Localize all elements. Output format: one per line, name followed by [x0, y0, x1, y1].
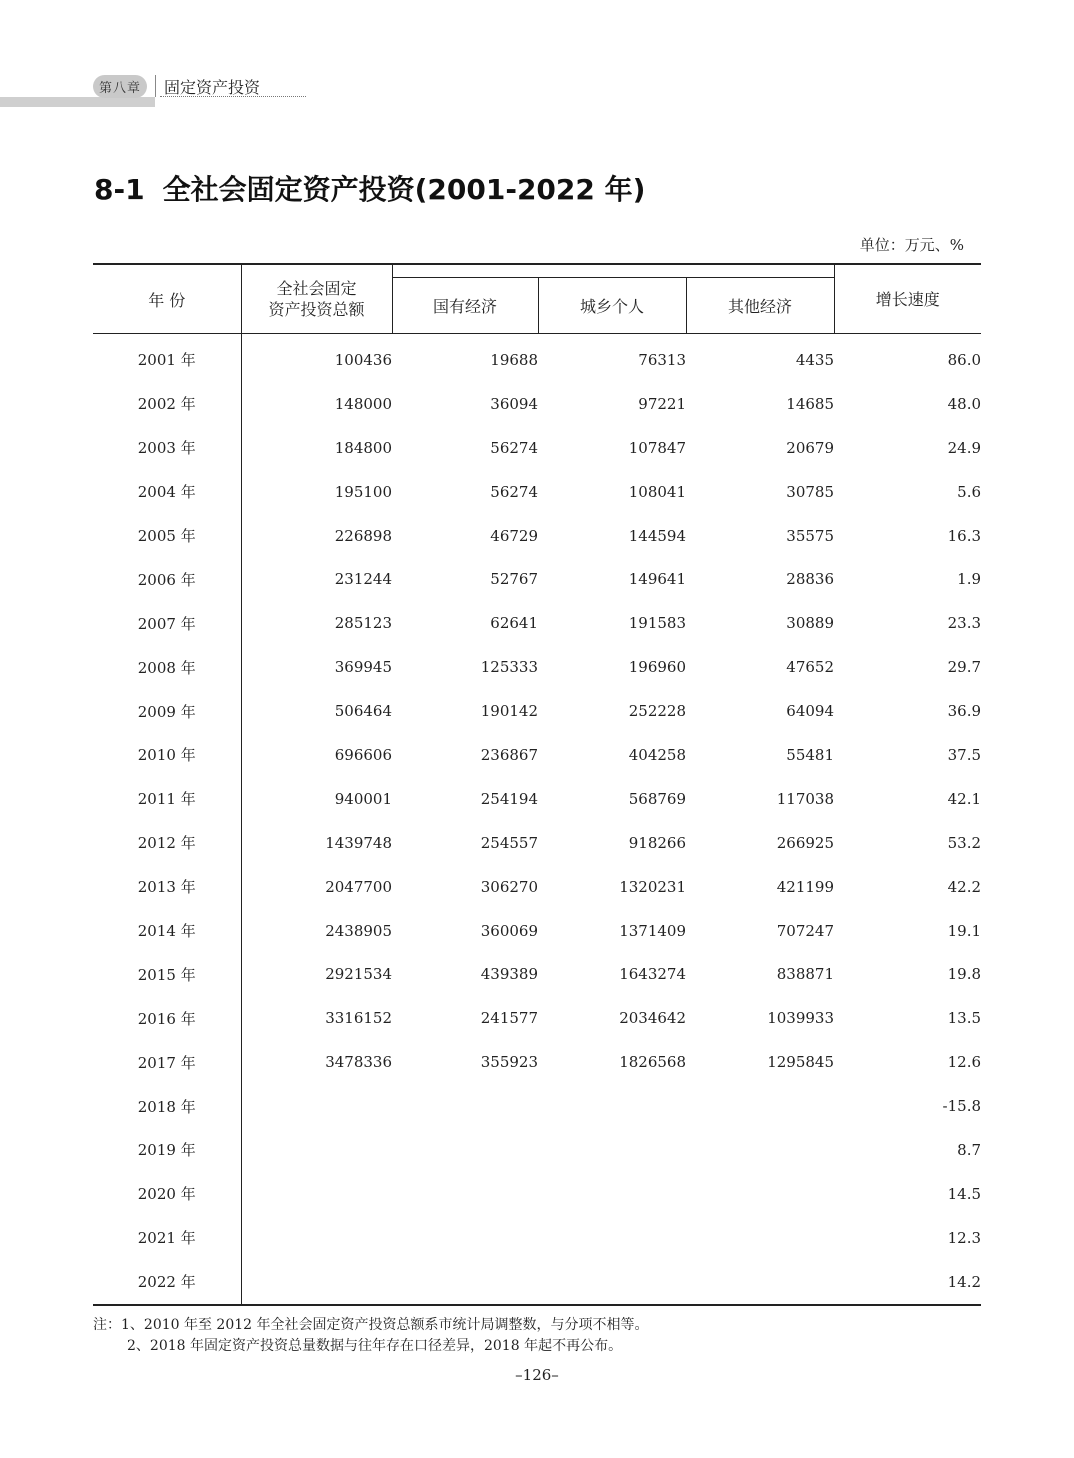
cell-state — [392, 1084, 538, 1128]
cell-state: 46729 — [490, 526, 538, 545]
cell-growth: 29.7 — [947, 658, 982, 677]
chapter-dotted-rule — [160, 96, 306, 97]
cell-individual: 1371409 — [619, 921, 686, 940]
cell-year: 2004 年 — [93, 470, 241, 514]
table-row — [93, 1216, 981, 1260]
cell-year: 2015 年 — [93, 952, 241, 996]
table-title — [94, 168, 645, 208]
cell-state: 236867 — [480, 745, 538, 764]
cell-individual: 568769 — [628, 789, 686, 808]
table-row — [93, 426, 981, 470]
cell-year: 2021 年 — [93, 1216, 241, 1260]
chapter-divider — [155, 75, 156, 97]
cell-year: 2018 年 — [93, 1084, 241, 1128]
cell-growth: 5.6 — [957, 482, 982, 501]
cell-growth: -15.8 — [942, 1097, 982, 1116]
page-number: –126– — [515, 1366, 559, 1384]
cell-year: 2003 年 — [93, 426, 241, 470]
cell-growth: 42.2 — [947, 877, 982, 896]
cell-other: 421199 — [776, 877, 835, 896]
table-row — [93, 821, 981, 865]
table-row — [93, 382, 981, 426]
cell-individual: 76313 — [638, 350, 686, 369]
cell-state: 254557 — [480, 833, 538, 852]
table-row — [93, 733, 981, 777]
table-row — [93, 557, 981, 601]
cell-total: 148000 — [334, 394, 392, 413]
cell-total: 195100 — [334, 482, 392, 501]
cell-state — [392, 1216, 538, 1260]
cell-total: 369945 — [334, 658, 392, 677]
table-row — [93, 996, 981, 1040]
cell-growth: 14.5 — [947, 1184, 982, 1203]
cell-growth: 36.9 — [947, 702, 982, 721]
cell-total: 285123 — [334, 614, 392, 633]
cell-individual: 2034642 — [619, 1009, 686, 1028]
cell-other: 266925 — [776, 833, 835, 852]
table-row — [93, 777, 981, 821]
cell-total — [241, 1260, 392, 1305]
cell-other — [686, 1128, 834, 1172]
cell-growth: 12.6 — [947, 1053, 982, 1072]
cell-total — [241, 1084, 392, 1128]
cell-individual: 149641 — [628, 570, 686, 589]
cell-total: 2921534 — [325, 965, 392, 984]
table-row — [93, 1040, 981, 1084]
cell-growth: 19.8 — [947, 965, 982, 984]
cell-total: 3316152 — [325, 1009, 392, 1028]
note-1: 注：1、2010 年至 2012 年全社会固定资产投资总额系市统计局调整数，与分项不相等。 — [93, 1317, 649, 1333]
cell-growth: 12.3 — [947, 1228, 982, 1247]
cell-individual — [538, 1172, 686, 1216]
cell-total: 231244 — [334, 570, 392, 589]
cell-other: 30785 — [786, 482, 835, 501]
cell-total: 100436 — [334, 350, 392, 369]
cell-total: 3478336 — [325, 1053, 392, 1072]
cell-growth: 8.7 — [957, 1140, 982, 1159]
cell-year: 2006 年 — [93, 557, 241, 601]
cell-other: 838871 — [776, 965, 835, 984]
cell-individual: 97221 — [638, 394, 686, 413]
cell-state: 360069 — [480, 921, 538, 940]
cell-individual — [538, 1260, 686, 1305]
cell-year: 2007 年 — [93, 601, 241, 645]
cell-state: 241577 — [480, 1009, 538, 1028]
cell-year: 2011 年 — [93, 777, 241, 821]
cell-state: 306270 — [480, 877, 538, 896]
table-row — [93, 1172, 981, 1216]
cell-individual: 196960 — [628, 658, 686, 677]
cell-year: 2020 年 — [93, 1172, 241, 1216]
cell-individual: 107847 — [628, 438, 686, 457]
cell-state: 254194 — [480, 789, 538, 808]
cell-individual — [538, 1084, 686, 1128]
cell-growth: 14.2 — [834, 1260, 981, 1305]
cell-individual: 108041 — [628, 482, 686, 501]
table-row — [93, 1128, 981, 1172]
col-header-total-line1: 全社会固定 — [276, 279, 357, 298]
cell-total: 2047700 — [325, 877, 392, 896]
cell-other: 1039933 — [767, 1009, 835, 1028]
cell-growth: 48.0 — [947, 394, 982, 413]
cell-other: 55481 — [786, 745, 835, 764]
cell-total: 2438905 — [325, 921, 392, 940]
table-row — [93, 952, 981, 996]
cell-total: 226898 — [334, 526, 392, 545]
table-row — [93, 470, 981, 514]
cell-state: 52767 — [490, 570, 538, 589]
cell-state — [392, 1128, 538, 1172]
table-row — [93, 601, 981, 645]
chapter-badge: 第八章 — [93, 75, 147, 98]
cell-total — [241, 1128, 392, 1172]
cell-state: 36094 — [490, 394, 538, 413]
cell-state — [392, 1172, 538, 1216]
cell-state: 355923 — [480, 1053, 538, 1072]
cell-growth: 53.2 — [947, 833, 982, 852]
cell-total: 696606 — [334, 745, 392, 764]
cell-growth: 13.5 — [947, 1009, 982, 1028]
col-header-year: 年 份 — [93, 264, 241, 334]
note-2: 2、2018 年固定资产投资总量数据与往年存在口径差异，2018 年起不再公布。 — [127, 1338, 623, 1354]
col-header-total-line2: 资产投资总额 — [268, 300, 365, 319]
cell-other — [686, 1260, 834, 1305]
cell-state: 125333 — [480, 658, 538, 677]
cell-state: 19688 — [490, 350, 538, 369]
cell-total — [241, 1172, 392, 1216]
cell-other: 117038 — [776, 789, 835, 808]
cell-individual: 1643274 — [619, 965, 686, 984]
cell-total: 1439748 — [325, 833, 392, 852]
cell-state: 190142 — [480, 702, 538, 721]
chapter-bar — [0, 97, 155, 107]
cell-growth: 23.3 — [947, 614, 982, 633]
cell-year: 2013 年 — [93, 865, 241, 909]
cell-other: 35575 — [786, 526, 835, 545]
cell-individual — [538, 1216, 686, 1260]
cell-other — [686, 1216, 834, 1260]
cell-year: 2009 年 — [93, 689, 241, 733]
table-row — [93, 865, 981, 909]
cell-other: 28836 — [786, 570, 835, 589]
cell-year: 2016 年 — [93, 996, 241, 1040]
cell-other: 30889 — [786, 614, 835, 633]
cell-other: 1295845 — [767, 1053, 835, 1072]
col-header-individual: 城乡个人 — [538, 278, 686, 334]
table-number: 8-1 — [94, 173, 145, 206]
cell-individual: 918266 — [628, 833, 686, 852]
cell-other: 20679 — [786, 438, 835, 457]
cell-individual: 191583 — [628, 614, 686, 633]
investment-table — [93, 263, 981, 1306]
cell-total: 184800 — [334, 438, 392, 457]
cell-individual: 404258 — [628, 745, 686, 764]
cell-year: 2010 年 — [93, 733, 241, 777]
cell-state: 56274 — [490, 438, 538, 457]
cell-growth: 86.0 — [947, 350, 982, 369]
cell-growth: 16.3 — [947, 526, 982, 545]
cell-individual: 1320231 — [619, 877, 686, 896]
cell-total — [241, 1216, 392, 1260]
cell-individual — [538, 1128, 686, 1172]
cell-year: 2012 年 — [93, 821, 241, 865]
cell-year: 2014 年 — [93, 909, 241, 953]
table-row — [93, 1084, 981, 1128]
col-header-state: 国有经济 — [392, 278, 538, 334]
cell-growth: 37.5 — [947, 745, 982, 764]
col-header-other: 其他经济 — [686, 278, 834, 334]
cell-individual: 144594 — [628, 526, 686, 545]
cell-state: 56274 — [490, 482, 538, 501]
chapter-header — [93, 74, 260, 98]
cell-year: 2002 年 — [93, 382, 241, 426]
cell-other: 64094 — [786, 702, 835, 721]
table-body — [93, 334, 981, 1305]
cell-year: 2019 年 — [93, 1128, 241, 1172]
table-row — [93, 689, 981, 733]
cell-individual: 1826568 — [619, 1053, 686, 1072]
col-header-total — [241, 264, 392, 334]
cell-total: 506464 — [334, 702, 392, 721]
notes — [93, 1315, 649, 1357]
table-row — [93, 909, 981, 953]
table-row — [93, 1260, 981, 1305]
cell-state: 439389 — [480, 965, 538, 984]
table-row — [93, 514, 981, 558]
table-row — [93, 645, 981, 689]
cell-growth: 24.9 — [947, 438, 982, 457]
cell-year: 2008 年 — [93, 645, 241, 689]
chapter-title: 固定资产投资 — [164, 77, 261, 97]
cell-growth: 19.1 — [947, 921, 982, 940]
cell-individual: 252228 — [628, 702, 686, 721]
cell-other: 4435 — [795, 350, 835, 369]
cell-other: 47652 — [786, 658, 835, 677]
cell-other — [686, 1084, 834, 1128]
table-row — [93, 334, 981, 382]
cell-year: 2005 年 — [93, 514, 241, 558]
cell-total: 940001 — [334, 789, 392, 808]
cell-growth: 1.9 — [957, 570, 982, 589]
cell-growth: 42.1 — [947, 789, 982, 808]
table-title-text: 全社会固定资产投资(2001-2022 年) — [162, 173, 646, 206]
cell-year: 2001 年 — [93, 334, 241, 382]
cell-state: 62641 — [490, 614, 538, 633]
col-header-growth: 增长速度 — [834, 264, 981, 334]
col-header-group-spacer — [392, 264, 834, 278]
unit-label: 单位：万元、% — [859, 236, 964, 254]
cell-state — [392, 1260, 538, 1305]
cell-year: 2022 年 — [93, 1260, 241, 1305]
cell-year: 2017 年 — [93, 1040, 241, 1084]
cell-other: 14685 — [786, 394, 835, 413]
cell-other: 707247 — [776, 921, 835, 940]
cell-other — [686, 1172, 834, 1216]
